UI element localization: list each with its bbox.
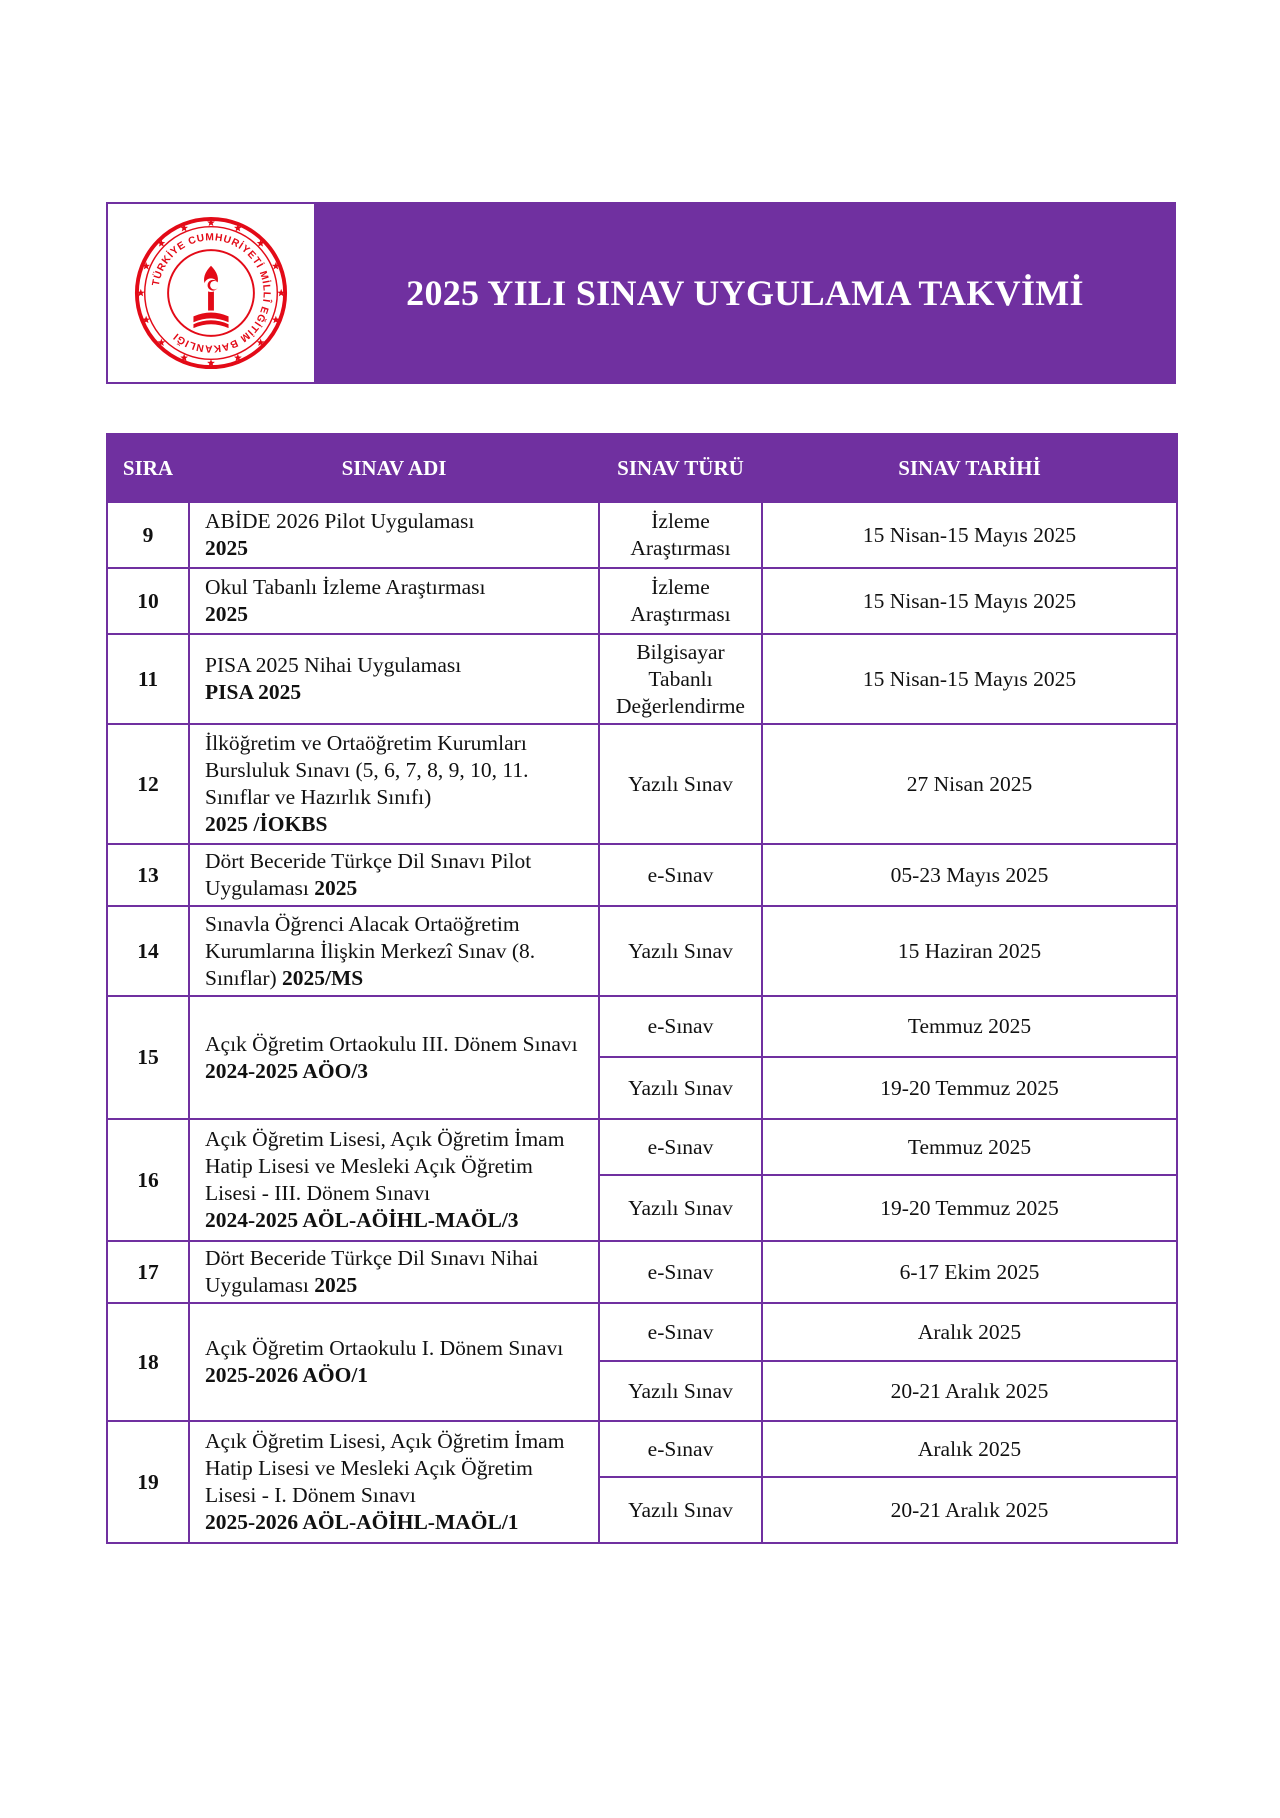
exam-date: 27 Nisan 2025 [762,724,1177,844]
exam-name: Sınavla Öğrenci Alacak Ortaöğretim Kurumlarına İlişkin Merkezî Sınav (8. Sınıflar) [205,911,536,990]
exam-date: Temmuz 2025 [762,1119,1177,1175]
table-row [107,1241,1177,1303]
row-number: 18 [107,1303,189,1421]
table-row [107,1119,1177,1175]
header-banner [106,202,1176,384]
exam-name: Dört Beceride Türkçe Dil Sınavı Nihai Uygulaması [205,1246,539,1297]
exam-code: 2025 /İOKBS [205,812,328,836]
exam-code: 2025-2026 AÖL-AÖİHL-MAÖL/1 [205,1510,519,1534]
table-row [107,1303,1177,1361]
exam-name-cell [189,724,599,844]
exam-code: 2024-2025 AÖL-AÖİHL-MAÖL/3 [205,1208,519,1232]
table-row [107,844,1177,906]
exam-name-cell [189,568,599,634]
header-sira: SIRA [107,434,189,502]
exam-name-cell [189,634,599,724]
exam-name-cell [189,1241,599,1303]
exam-name-cell [189,996,599,1119]
header-sinav-adi: SINAV ADI [189,434,599,502]
exam-code: 2025-2026 AÖO/1 [205,1363,369,1387]
exam-name: Açık Öğretim Ortaokulu III. Dönem Sınavı [205,1031,578,1056]
exam-code: PISA 2025 [205,680,302,704]
exam-name-cell [189,502,599,568]
exam-name-cell [189,1119,599,1241]
exam-date: Aralık 2025 [762,1421,1177,1477]
table-row [107,634,1177,724]
exam-date: 20-21 Aralık 2025 [762,1361,1177,1421]
row-number: 16 [107,1119,189,1241]
row-number: 15 [107,996,189,1119]
exam-schedule-table [106,433,1178,1544]
title-cell [316,204,1174,382]
exam-name: İlköğretim ve Ortaöğretim Kurumları Bursluluk Sınavı (5, 6, 7, 8, 9, 10, 11. Sınıflar ve Hazırlık Sınıfı) [205,731,529,809]
exam-name-cell [189,1421,599,1543]
header-sinav-turu: SINAV TÜRÜ [599,434,762,502]
exam-date: Aralık 2025 [762,1303,1177,1361]
exam-name: PISA 2025 Nihai Uygulaması [205,653,462,677]
row-number: 13 [107,844,189,906]
exam-name: Açık Öğretim Lisesi, Açık Öğretim İmam Hatip Lisesi ve Mesleki Açık Öğretim Lisesi - III. Dönem Sınavı [205,1127,565,1205]
exam-type: e-Sınav [599,996,762,1057]
exam-code: 2025 [314,1273,358,1297]
page-title: 2025 YILI SINAV UYGULAMA TAKVİMİ [406,273,1084,313]
table-row [107,906,1177,996]
table-row [107,502,1177,568]
row-number: 12 [107,724,189,844]
logo-text: TÜRKİYE CUMHURİYETİ MİLLÎ EĞİTİM BAKANLIĞI [150,232,272,354]
exam-code: 2024-2025 AÖO/3 [205,1058,369,1083]
table-row [107,1421,1177,1477]
exam-code: 2025 [314,876,358,900]
exam-type: Yazılı Sınav [599,1057,762,1119]
table-row [107,724,1177,844]
exam-name: Açık Öğretim Lisesi, Açık Öğretim İmam Hatip Lisesi ve Mesleki Açık Öğretim Lisesi - I. Dönem Sınavı [205,1429,565,1507]
exam-type: e-Sınav [599,1241,762,1303]
exam-date: 05-23 Mayıs 2025 [762,844,1177,906]
exam-type: İzleme Araştırması [599,568,762,634]
exam-type: Yazılı Sınav [599,1175,762,1241]
table-header-row [107,434,1177,502]
exam-name: ABİDE 2026 Pilot Uygulaması [205,509,475,533]
exam-type: e-Sınav [599,1421,762,1477]
row-number: 11 [107,634,189,724]
exam-date: 15 Nisan-15 Mayıs 2025 [762,568,1177,634]
exam-type: Yazılı Sınav [599,1477,762,1543]
exam-type: e-Sınav [599,1119,762,1175]
exam-type: Bilgisayar Tabanlı Değerlendirme [599,634,762,724]
row-number: 19 [107,1421,189,1543]
ministry-emblem-icon [133,215,289,371]
ministry-logo-cell [108,204,316,382]
row-number: 17 [107,1241,189,1303]
exam-name: Dört Beceride Türkçe Dil Sınavı Pilot Uygulaması [205,849,532,900]
exam-date: 15 Haziran 2025 [762,906,1177,996]
exam-date: Temmuz 2025 [762,996,1177,1057]
header-sinav-tarihi: SINAV TARİHİ [762,434,1177,502]
exam-name-cell [189,844,599,906]
exam-date: 15 Nisan-15 Mayıs 2025 [762,502,1177,568]
exam-date: 20-21 Aralık 2025 [762,1477,1177,1543]
exam-date: 19-20 Temmuz 2025 [762,1057,1177,1119]
row-number: 14 [107,906,189,996]
table-row [107,996,1177,1057]
exam-type: Yazılı Sınav [599,1361,762,1421]
exam-type: e-Sınav [599,1303,762,1361]
exam-type: İzleme Araştırması [599,502,762,568]
exam-type: Yazılı Sınav [599,906,762,996]
exam-date: 19-20 Temmuz 2025 [762,1175,1177,1241]
exam-name: Okul Tabanlı İzleme Araştırması [205,575,486,599]
row-number: 10 [107,568,189,634]
exam-type: Yazılı Sınav [599,724,762,844]
table-row [107,568,1177,634]
row-number: 9 [107,502,189,568]
exam-name-cell [189,1303,599,1421]
exam-name-cell [189,906,599,996]
exam-code: 2025 [205,536,248,560]
exam-date: 6-17 Ekim 2025 [762,1241,1177,1303]
exam-code: 2025 [205,602,248,626]
exam-code: 2025/MS [282,965,364,990]
exam-type: e-Sınav [599,844,762,906]
exam-name: Açık Öğretim Ortaokulu I. Dönem Sınavı [205,1336,564,1360]
exam-date: 15 Nisan-15 Mayıs 2025 [762,634,1177,724]
